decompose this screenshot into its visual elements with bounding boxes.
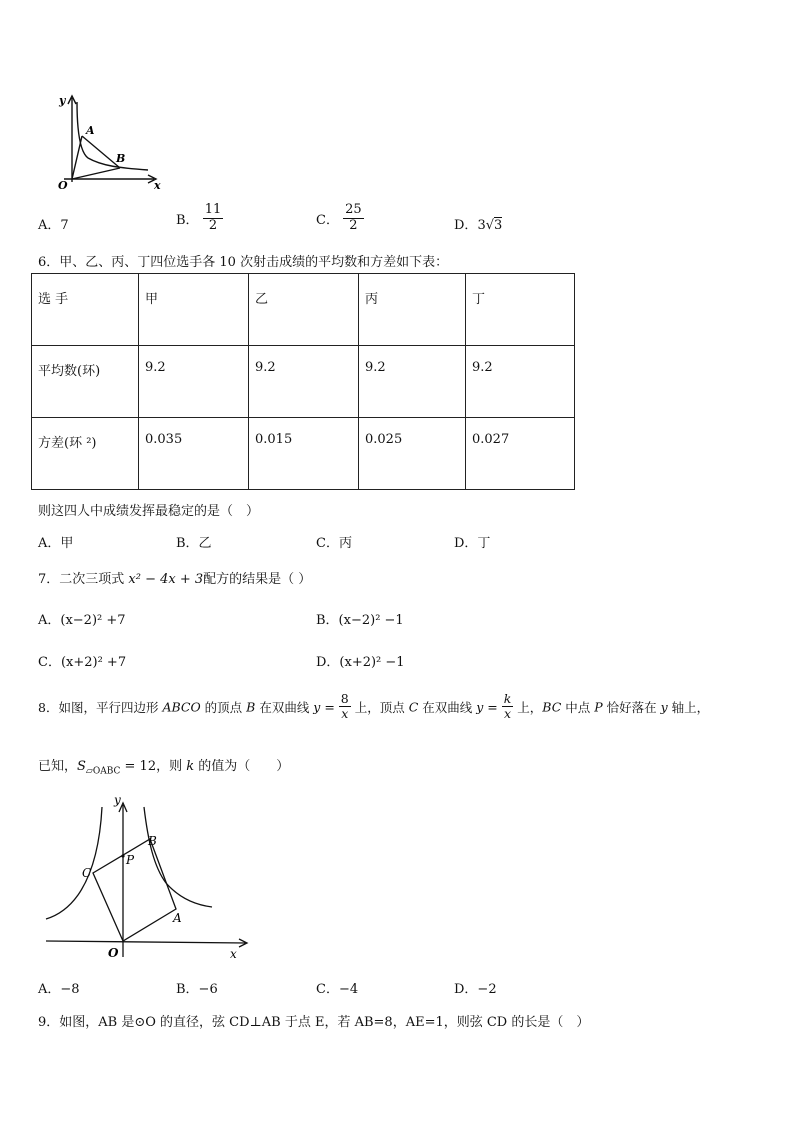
q6-stem: 6．甲、乙、丙、丁四位选手各 10 次射击成绩的平均数和方差如下表： (38, 255, 449, 270)
fraction: $\frac{11}{2}$ (204, 202, 222, 233)
x-axis (46, 941, 246, 943)
table-row (32, 346, 575, 418)
q6-question: 则这四人中成绩发挥最稳定的是（ ） (38, 504, 260, 519)
q9-stem: 9．如图，AB 是⊙O 的直径，弦 CD⊥AB 于点 E，若 AB=8，AE=1，则弦 CD 的长是（ ） (38, 1015, 590, 1030)
q5-figure (50, 90, 170, 195)
q7-option-b[interactable]: B．(x−2)² −1 (316, 613, 404, 628)
q8-stem-line1: 8．如图，平行四边形 ABCO 的顶点 B 在双曲线 y = $\frac{8}{x}$ 上，顶点 C 在双曲线 y = $\frac{k}{x}$ 上，BC 中点 P 恰好落在 y 轴上， (38, 691, 710, 722)
fraction: $\frac{8}{x}$ (340, 691, 349, 722)
point-b-label: B (148, 834, 157, 848)
y-label: y (59, 94, 66, 107)
y-label: y (114, 795, 121, 807)
point-p-label: P (126, 853, 135, 867)
q6-option-d[interactable]: D．丁 (454, 536, 491, 551)
point-b-label: B (116, 152, 126, 165)
q8-option-d[interactable]: D．−2 (454, 982, 497, 997)
q8-stem-line2: 已知，$S_{▱OABC} = 12$，则 k 的值为（ ） (38, 759, 290, 777)
table-cell: 0.025 (359, 418, 466, 490)
table-cell: 丙 (359, 274, 466, 346)
fraction: $\frac{25}{2}$ (345, 202, 362, 233)
table-cell: 乙 (249, 274, 359, 346)
q8-figure (40, 795, 260, 965)
table-cell: 9.2 (359, 346, 466, 418)
x-label: x (230, 947, 237, 961)
right-hyperbola (144, 807, 212, 907)
origin-label: O (58, 179, 68, 192)
table-row (32, 274, 575, 346)
sqrt-sign: √ (485, 218, 495, 233)
fraction: $\frac{k}{x}$ (503, 691, 512, 722)
segment-ob (72, 168, 120, 179)
q7-option-c[interactable]: C．(x+2)² +7 (38, 655, 127, 670)
score-table (31, 273, 575, 490)
q5-option-c[interactable]: C． $\frac{25}{2}$ (316, 202, 362, 233)
table-cell: 选 手 (32, 274, 139, 346)
table-cell: 9.2 (249, 346, 359, 418)
point-a-label: A (86, 124, 95, 137)
q5-option-a[interactable]: A．7 (38, 218, 69, 233)
point-p (121, 854, 124, 857)
q7-option-d[interactable]: D．(x+2)² −1 (316, 655, 405, 670)
table-cell: 丁 (466, 274, 575, 346)
q6-option-c[interactable]: C．丙 (316, 536, 352, 551)
point-c-label: C (82, 866, 92, 880)
q5-option-d[interactable]: D．3√3 (454, 218, 503, 233)
table-cell: 0.035 (139, 418, 249, 490)
x-label: x (154, 179, 161, 192)
parallelogram-abco (93, 839, 176, 941)
point-a-label: A (173, 911, 182, 925)
left-hyperbola (46, 807, 102, 919)
q8-option-b[interactable]: B．−6 (176, 982, 218, 997)
table-row (32, 418, 575, 490)
origin-label: O (108, 946, 119, 960)
q6-option-a[interactable]: A．甲 (38, 536, 74, 551)
table-cell: 9.2 (466, 346, 575, 418)
q6-option-b[interactable]: B．乙 (176, 536, 212, 551)
q8-option-c[interactable]: C．−4 (316, 982, 359, 997)
q7-stem: 7．二次三项式 x² − 4x + 3配方的结果是（ ） (38, 572, 312, 587)
q7-expression: x² − 4x + 3 (128, 572, 204, 587)
table-cell: 甲 (139, 274, 249, 346)
segment-oa (72, 136, 82, 179)
table-cell: 0.015 (249, 418, 359, 490)
q5-option-b[interactable]: B． $\frac{11}{2}$ (176, 202, 222, 233)
table-cell: 9.2 (139, 346, 249, 418)
table-cell: 平均数(环) (32, 346, 139, 418)
table-cell: 0.027 (466, 418, 575, 490)
q7-option-a[interactable]: A．(x−2)² +7 (38, 613, 126, 628)
q8-option-a[interactable]: A．−8 (38, 982, 80, 997)
table-cell: 方差(环 ²) (32, 418, 139, 490)
